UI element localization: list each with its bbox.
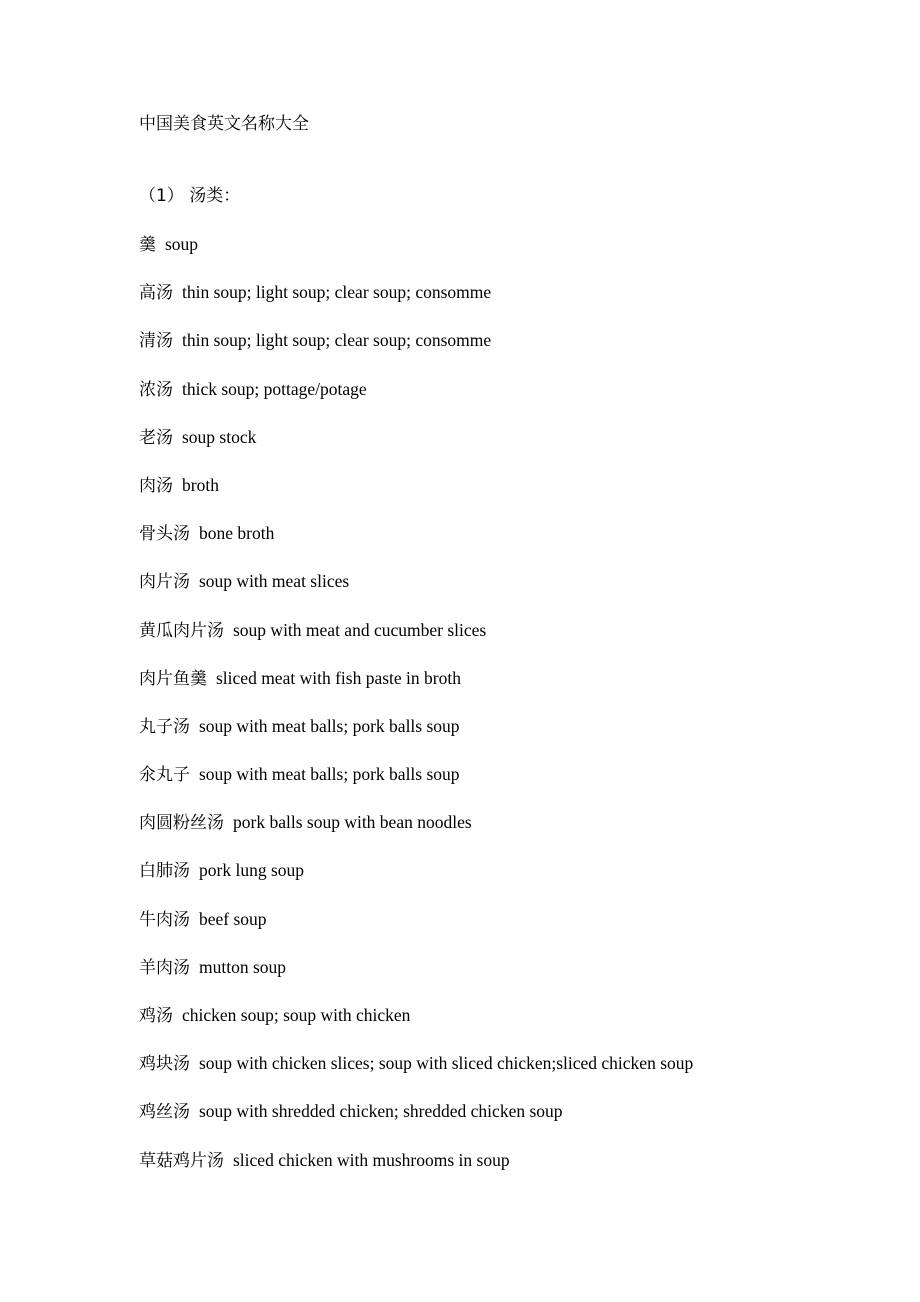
entry-chinese-name: 牛肉汤 <box>139 909 190 930</box>
list-item <box>139 521 693 569</box>
section-heading: （1） 汤类： <box>139 186 241 206</box>
list-item <box>139 955 693 1003</box>
list-item <box>139 666 693 714</box>
list-item <box>139 377 693 425</box>
entry-english-name: bone broth <box>199 523 275 544</box>
list-item <box>139 1003 693 1051</box>
entry-chinese-name: 清汤 <box>139 331 173 352</box>
list-item <box>139 473 693 521</box>
list-item <box>139 762 693 810</box>
entry-english-name: mutton soup <box>199 956 287 977</box>
entry-english-name: soup stock <box>182 426 257 447</box>
list-item <box>139 907 693 955</box>
entry-chinese-name: 肉片汤 <box>139 572 190 593</box>
list-item <box>139 858 693 906</box>
list-item <box>139 569 693 617</box>
entry-chinese-name: 鸡汤 <box>139 1006 173 1026</box>
entry-list <box>139 232 693 1196</box>
document-title: 中国美食英文名称大全 <box>139 114 309 134</box>
entry-chinese-name: 草菇鸡片汤 <box>139 1150 224 1171</box>
entry-chinese-name: 鸡丝汤 <box>139 1102 190 1123</box>
entry-english-name: sliced chicken with mushrooms in soup <box>233 1149 510 1170</box>
entry-english-name: thin soup; light soup; clear soup; consomme <box>182 330 492 351</box>
entry-english-name: pork balls soup with bean noodles <box>233 812 472 833</box>
entry-english-name: soup with meat slices <box>199 571 350 592</box>
list-item <box>139 1051 693 1099</box>
list-item <box>139 232 693 280</box>
entry-chinese-name: 肉汤 <box>139 475 173 496</box>
entry-chinese-name: 浓汤 <box>139 379 173 400</box>
entry-chinese-name: 丸子汤 <box>139 716 190 737</box>
entry-chinese-name: 羊肉汤 <box>139 957 190 978</box>
list-item <box>139 810 693 858</box>
entry-chinese-name: 高汤 <box>139 283 173 304</box>
list-item <box>139 1148 693 1196</box>
entry-english-name: soup with meat and cucumber slices <box>233 619 487 640</box>
entry-chinese-name: 鸡块汤 <box>139 1054 190 1075</box>
entry-english-name: sliced meat with fish paste in broth <box>216 667 461 688</box>
list-item <box>139 280 693 328</box>
entry-english-name: thick soup; pottage/potage <box>182 378 367 399</box>
entry-chinese-name: 肉圆粉丝汤 <box>139 813 224 834</box>
list-item <box>139 328 693 376</box>
list-item <box>139 1099 693 1147</box>
entry-english-name: chicken soup; soup with chicken <box>182 1005 411 1025</box>
list-item <box>139 425 693 473</box>
entry-english-name: beef soup <box>199 908 267 929</box>
entry-english-name: soup with chicken slices; soup with sliced chicken;sliced chicken soup <box>199 1053 694 1074</box>
entry-english-name: soup <box>165 234 199 254</box>
list-item <box>139 714 693 762</box>
entry-english-name: thin soup; light soup; clear soup; consomme <box>182 282 492 303</box>
entry-chinese-name: 羹 <box>139 235 156 255</box>
entry-chinese-name: 氽丸子 <box>139 765 190 786</box>
entry-chinese-name: 老汤 <box>139 427 173 448</box>
entry-chinese-name: 白肺汤 <box>139 861 190 882</box>
entry-chinese-name: 黄瓜肉片汤 <box>139 620 224 641</box>
entry-chinese-name: 骨头汤 <box>139 524 190 545</box>
entry-chinese-name: 肉片鱼羹 <box>139 668 207 689</box>
entry-english-name: broth <box>182 474 219 495</box>
entry-english-name: soup with meat balls; pork balls soup <box>199 715 460 736</box>
entry-english-name: soup with meat balls; pork balls soup <box>199 764 460 785</box>
entry-english-name: soup with shredded chicken; shredded chicken soup <box>199 1101 563 1122</box>
entry-english-name: pork lung soup <box>199 860 304 881</box>
list-item <box>139 618 693 666</box>
